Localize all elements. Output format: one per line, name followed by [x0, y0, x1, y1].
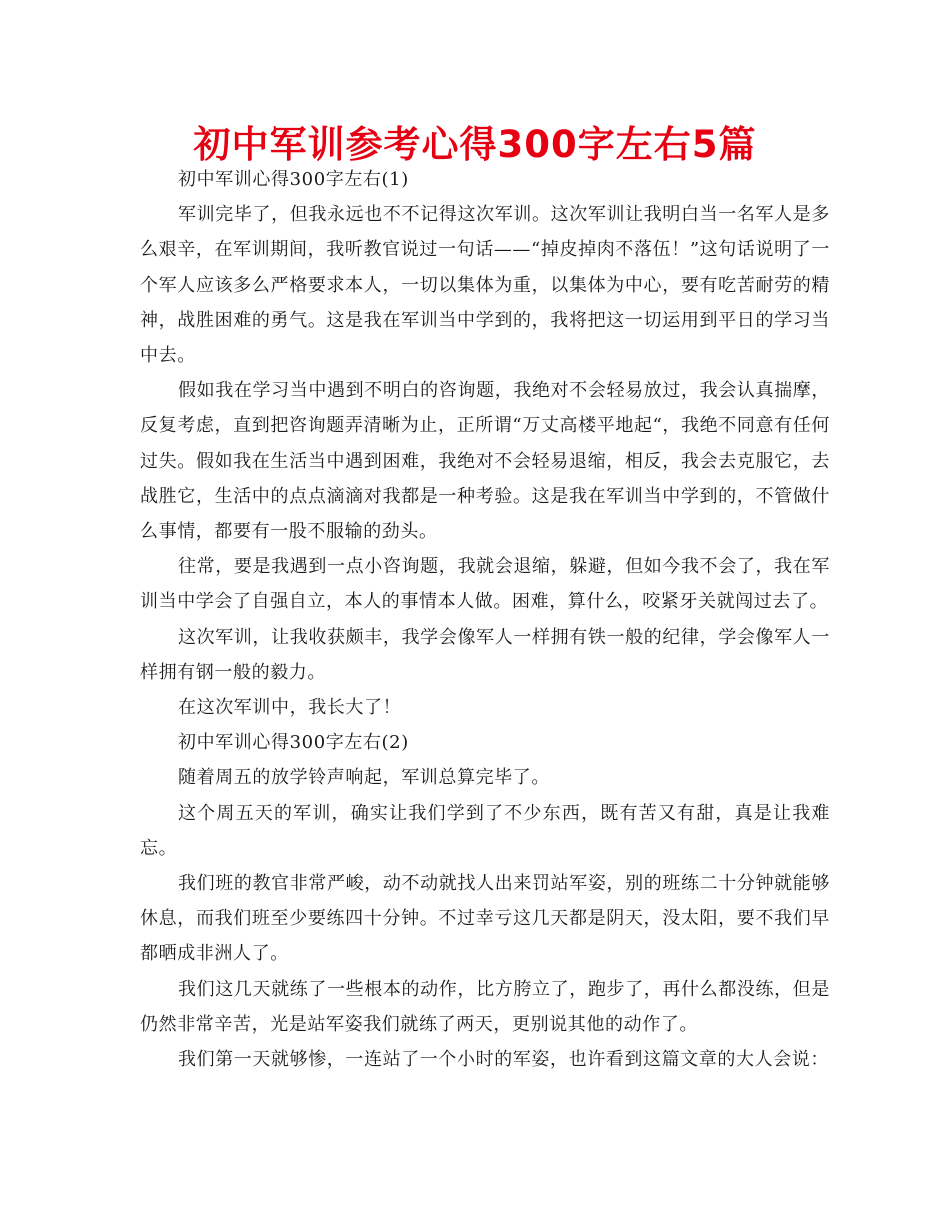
paragraph: 我们第一天就够惨，一连站了一个小时的军姿，也许看到这篇文章的大人会说： [178, 1049, 829, 1071]
document-title: 初中军训参考心得300字左右5篇 [193, 123, 757, 166]
document-body [140, 162, 830, 1077]
paragraph: 往常，要是我遇到一点小咨询题，我就会退缩，躲避，但如今我不会了，我在军训当中学会了自强自立，本人的事情本人做。困难，算什么，咬紧牙关就闯过去了。 [140, 556, 830, 613]
paragraph: 我们班的教官非常严峻，动不动就找人出来罚站军姿，别的班练二十分钟就能够休息，而我们班至少要练四十分钟。不过幸亏这几天都是阴天，没太阳，要不我们早都晒成非洲人了。 [140, 873, 830, 965]
paragraph: 初中军训心得300字左右(1) [178, 169, 409, 190]
paragraph: 我们这几天就练了一些根本的动作，比方胯立了，跑步了，再什么都没练，但是仍然非常辛苦，光是站军姿我们就练了两天，更别说其他的动作了。 [140, 978, 830, 1035]
paragraph: 初中军训心得300字左右(2) [178, 732, 409, 754]
paragraph: 假如我在学习当中遇到不明白的咨询题，我绝对不会轻易放过，我会认真揣摩，反复考虑，直到把咨询题弄清晰为止，正所谓“万丈高楼平地起“，我绝不同意有任何过失。假如我在生活当中遇到困难，我绝对不会轻易退缩，相反，我会去克服它，去战胜它，生活中的点点滴滴对我都是一种考验。这是我在军训当中学到的，不管做什么事情，都要有一股不服输的劲头。 [140, 380, 830, 543]
paragraph: 在这次军训中，我长大了！ [178, 697, 402, 719]
paragraph: 这次军训，让我收获颇丰，我学会像军人一样拥有铁一般的纪律，学会像军人一样拥有钢一般的毅力。 [140, 626, 830, 683]
paragraph: 军训完毕了，但我永远也不不记得这次军训。这次军训让我明白当一名军人是多么艰辛，在军训期间，我听教官说过一句话——“掉皮掉肉不落伍！”这句话说明了一个军人应该多么严格要求本人，一切以集体为重，以集体为中心，要有吃苦耐劳的精神，战胜困难的勇气。这是我在军训当中学到的，我将把这一切运用到平日的学习当中去。 [140, 204, 830, 367]
paragraph: 随着周五的放学铃声响起，军训总算完毕了。 [178, 767, 550, 789]
paragraph: 这个周五天的军训，确实让我们学到了不少东西，既有苦又有甜，真是让我难忘。 [140, 802, 830, 859]
